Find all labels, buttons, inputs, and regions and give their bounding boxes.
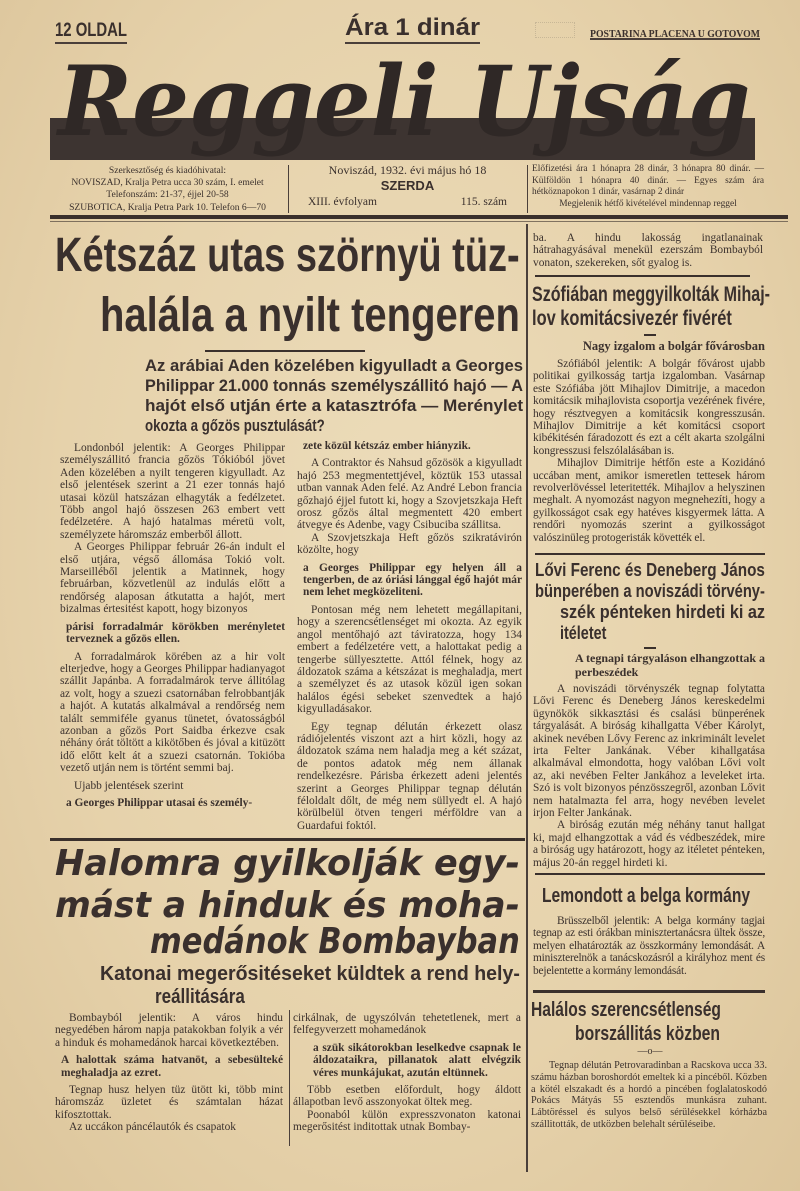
accident-body: Tegnap délután Petrovaradinban a Racskova ucca 33. számu házban boroshordót emeltek ki a pincéből. Közben a kötél elszakadt és a hordó a pincében foglalatoskodó Pokács Mátyás 55 esztendős munkásra zuhant. Lábtöréssel és sulyos belső sérülésekkel kórházba szállitották, de utközben belehalt sérüléseibe. [531, 1060, 767, 1130]
divider [527, 165, 528, 213]
trial-body: A noviszádi törvényszék tegnap folytatta Lővi Ferenc és Deneberg János kereskedelmi ügynökök sikkasztási és csalási bünperének tárgyalását. A biróság kihallgatta Véber Károlyt, akinek nevében Lővy Ferenc az inkriminált levelet irta Felter Jankának. Véber kihallgatása alkalmával elmondotta, hogy valóban Lővi volt az, aki nevében Felter Jankához a leveleket irta. Szó is volt bizonyos pénzösszegről, azonban Lővit nem hatalmazta fel arra, hogy nevében levelet irjon Felter Jankának. A biróság ezután még néhány tanut hallgat ki, majd elhangzottak a vád és védbeszédek, mire a biróság ugy határozott, hogy az itéletet pénteken, május 20-án reggel hirdeti ki. [533, 683, 765, 869]
separator: —o— [637, 1046, 663, 1057]
paragraph: Több esetben előfordult, hogy áldott állapotban levő asszonyokat öltek meg. [293, 1084, 521, 1109]
paragraph: A forradalmárok körében az a hir volt elterjedve, hogy a Georges Philippar hadianyagot szállit Japánba. A forradalmárok terve állitólag az volt, hogy a szuezi csatornában felrobbantják a hajót. A kutatás alkalmával a rendőrség nem talált semmiféle gyanus tünetet, óvatosságból azonban a gőzös Port Saidba érkezve csak néhány órát töltött a kikötőben és jóval a kitüzött idő előtt kelt át a szuezi csatornán. Tokióba vezető utján nem is történt semmi baj. [60, 650, 286, 775]
column-divider [526, 224, 528, 1172]
column-divider [289, 1010, 290, 1146]
section-rule [535, 275, 750, 277]
sofia-headline-line: Szófiában meggyilkolták Mihaj- [532, 283, 771, 306]
paragraph: Bombayból jelentik: A város hindu negyedében három napja patakokban folyik a vér a hinduk és mohamedánok harcai következtében. [55, 1012, 283, 1049]
postage-stamp [535, 22, 575, 38]
header-rule [50, 215, 788, 219]
belgium-body: Brüsszelből jelentik: A belga kormány tagjai tegnap az esti órákban minisztertanácsra ültek össze, melyen elhatározták az összkormány lemondását. A miniszterelnök a tanácskozásról a királyhoz ment és bejelentette a kormány lemondását. [533, 915, 765, 977]
paragraph: A Szovjetszkaja Heft gőzös szikratávirón közölte, hogy [297, 531, 522, 557]
section-rule [533, 990, 765, 993]
bombay-column-1 [55, 1012, 283, 1134]
issue-info: Noviszád, 1932. évi május hó 18 SZERDA XIII. évfolyam 115. szám [308, 163, 507, 208]
highlight: a Georges Philippar utasai és személy- [66, 796, 253, 809]
paragraph: A Georges Philippar február 26-án indult el első utjára, végső állomása Tokió volt. Marseilléből jelentik a Matinnek, hogy februárban, közvetlenül az indulás előtt a rendőrség alaposan átkutatta a hajót, mert bizalmas értesitést kapott, hogy bizonyos [60, 541, 285, 616]
sofia-headline-line: lov komitácsivezér fivérét [532, 307, 732, 330]
section-rule [535, 873, 765, 875]
highlight: A halottak száma hatvanöt, a sebesülteké meghaladja az ezret. [61, 1054, 283, 1079]
accident-headline-line: borszállitás közben [575, 1023, 721, 1045]
masthead-title: Reggeli Ujság [58, 45, 751, 158]
highlight: párisi forradalmár körökben merényletet terveznek a gőzös ellen. [66, 620, 285, 646]
sofia-body: Szófiából jelentik: A bolgár fővárost ujabb politikai gyilkosság tartja izgalomban. Vasárnap este Szófiába jött Mihajlov Dimitrije, a macedon komitácsik mihajlovista csoportja vezérének fivére, hogy résztvegyen a komitácsik kongresszusán. Mihajlov Dimitrije a két komitácsi csoport kibékitésén fáradozott és ezt a célt akarta szolgálni kongresszusi felszólalásában is. Mihajlov Dimitrije hétfőn este a Kozidánó uccában ment, amikor ismeretlen tettesek három revolverlövéssel leteritették. Mihajlov a helyszinen meghalt. A nyomozást nagyon megnehezíti, hogy a gyilkosságot csak egy hatéves kisgyermek látta. A rendőri nyomozás szerint a gyilkosságot valószinüleg protogeristák követték el. [533, 358, 765, 544]
lead-column-2 [297, 440, 522, 832]
paragraph: Az uccákon páncélautók és csapatok [69, 1121, 236, 1134]
trial-subhead: A tegnapi tárgyaláson elhangzottak a perbeszédek [575, 651, 766, 679]
paragraph: Ujabb jelentések szerint [74, 779, 184, 792]
lead-headline-line: halála a nyilt tengeren [100, 289, 520, 342]
bombay-headline-line: medánok Bombayban [150, 921, 520, 962]
headline-underline [205, 350, 365, 352]
sofia-subhead: Nagy izgalom a bolgár fővárosban [582, 339, 765, 353]
subscription-info: Előfizetési ára 1 hónapra 28 dinár, 3 hónapra 80 dinár. — Külföldön 1 hónapra 40 dinár. — Egyes szám ára hétköznapokon 1 dinár, vasárnap 2 dinár Megjelenik hétfő kivételével mindennap reggel [532, 164, 764, 209]
dash [644, 647, 656, 649]
paragraph: Londonból jelentik: A Georges Philippar személyszállitó francia gőzös Tókióból jövet Aden közelében a nyilt tengeren kigyulladt. Az első jelentések szerint a 21 ezer tonnás hajó utasai közül hatszázan elhagyták a fedélzetet. Több angol hajó összesen 263 embert vett fedélzetére. A hajó hatalmas méretü volt, személyzete háromszáz emberből állott. [60, 442, 285, 541]
postage-note: POSTARINA PLACENA U GOTOVOM [590, 24, 760, 40]
paragraph: Poonaból külön expresszvonaton katonai megerősitést inditottak utnak Bombay- [293, 1108, 521, 1134]
bombay-headline-line: Halomra gyilkolják egy- [55, 843, 521, 884]
header-rule-thin [50, 221, 788, 222]
bombay-continuation: ba. A hindu lakosság ingatlanainak hátrahagyásával menekül ezerszám Bombayból vonaton, szekereken, sőt gyalog is. [533, 232, 763, 269]
price: Ára 1 dinár [345, 14, 480, 44]
highlight: zete közül kétszáz ember hiányzik. [303, 440, 471, 452]
paragraph: Pontosan még nem lehetett megállapitani, hogy a szerencsétlenséget mi okozta. Az egyik angol mentőhajó azt táviratozza, hogy 134 embert a fedélzetére vett, a halottakat pedig a tengerbe süllyesztette. Attól félnek, hogy az áldozatok száma a kétszázat is meghaladja, mert a személyzet és az utasok közül igen sokan halálos égési sebeket szenvedtek a hajó kigyulladásakor. [297, 603, 522, 716]
paragraph: Tegnap husz helyen tüz ütött ki, több mint háromszáz üzletet és számtalan házat kifosztottak. [55, 1084, 283, 1121]
paragraph: Egy tegnap délután érkezett olasz rádiójelentés viszont azt a hirt közli, hogy az áldozatok száma nem haladja meg a két százat, de pontos adatok még nem állanak rendelkezésre. Párisba érkezett adeni jelentés szerint a Georges Philippar tegnap délután féloldalt dőlt, de még nem süllyedt el. A hajó körülbelül ötven tengeri mérföldre van a Guardafui foktól. [297, 720, 522, 832]
accident-headline-line: Halálos szerencsétlenség [531, 999, 721, 1021]
editorial-info: Szerkesztőség és kiadóhivatal: NOVISZAD, Kralja Petra ucca 30 szám, I. emelet Telefonszám: 21-37, éjjel 20-58 SZUBOTICA, Kralja Petra Park 10. Telefon 6—70 [69, 165, 266, 213]
lead-column-1 [60, 442, 285, 814]
bombay-column-2 [293, 1012, 521, 1134]
paragraph: cirkálnak, de ugyszólván tehetetlenek, mert a felfegyverzett mohamedánok [293, 1012, 521, 1037]
section-rule [535, 553, 765, 555]
highlight: a Georges Philippar egy helyen áll a tengerben, de az óriási lánggal égő hajót már nem lehet megközeliteni. [303, 561, 522, 599]
section-rule [50, 838, 525, 841]
page-count: 12 OLDAL [55, 20, 127, 44]
dash [644, 334, 656, 336]
paragraph: A Contraktor és Nahsud gőzösök a kigyulladt hajó 253 megmentettjével, köztük 153 utassal utban vannak Aden felé. Az André Lebon francia gőzhajó éjjel futott ki, hogy a Szovjetszkaja Heft orosz gőzös által megmentett 420 embert átvegye és Adenbe, vagy Csibuciba szállitsa. [297, 457, 522, 532]
bombay-subhead-line: reállitására [155, 986, 245, 1008]
lead-headline-line: Kétszáz utas szörnyü tüz- [55, 229, 520, 282]
bombay-subhead-line: Katonai megerősitéseket küldtek a rend hely- [100, 963, 520, 985]
belgium-headline: Lemondott a belga kormány [542, 885, 751, 907]
bombay-headline-line: mást a hinduk és moha- [55, 885, 520, 926]
trial-headline: Lővi Ferenc és Deneberg János bünperében a noviszádi törvény- szék pénteken hirdeti ki az itéletet [535, 560, 766, 643]
highlight: a szük sikátorokban leselkedve csapnak le áldozataikra, pillanatok alatt elvégzik véres munkájukat, azután eltünnek. [313, 1041, 521, 1079]
lead-subhead: Az arábiai Aden közelében kigyulladt a Georges Philippar 21.000 tonnás személyszállitó hajó — A hajót első utján érte a katasztrófa — Merénylet okozta a gőzös pusztulását? [145, 356, 524, 435]
divider [288, 165, 289, 213]
